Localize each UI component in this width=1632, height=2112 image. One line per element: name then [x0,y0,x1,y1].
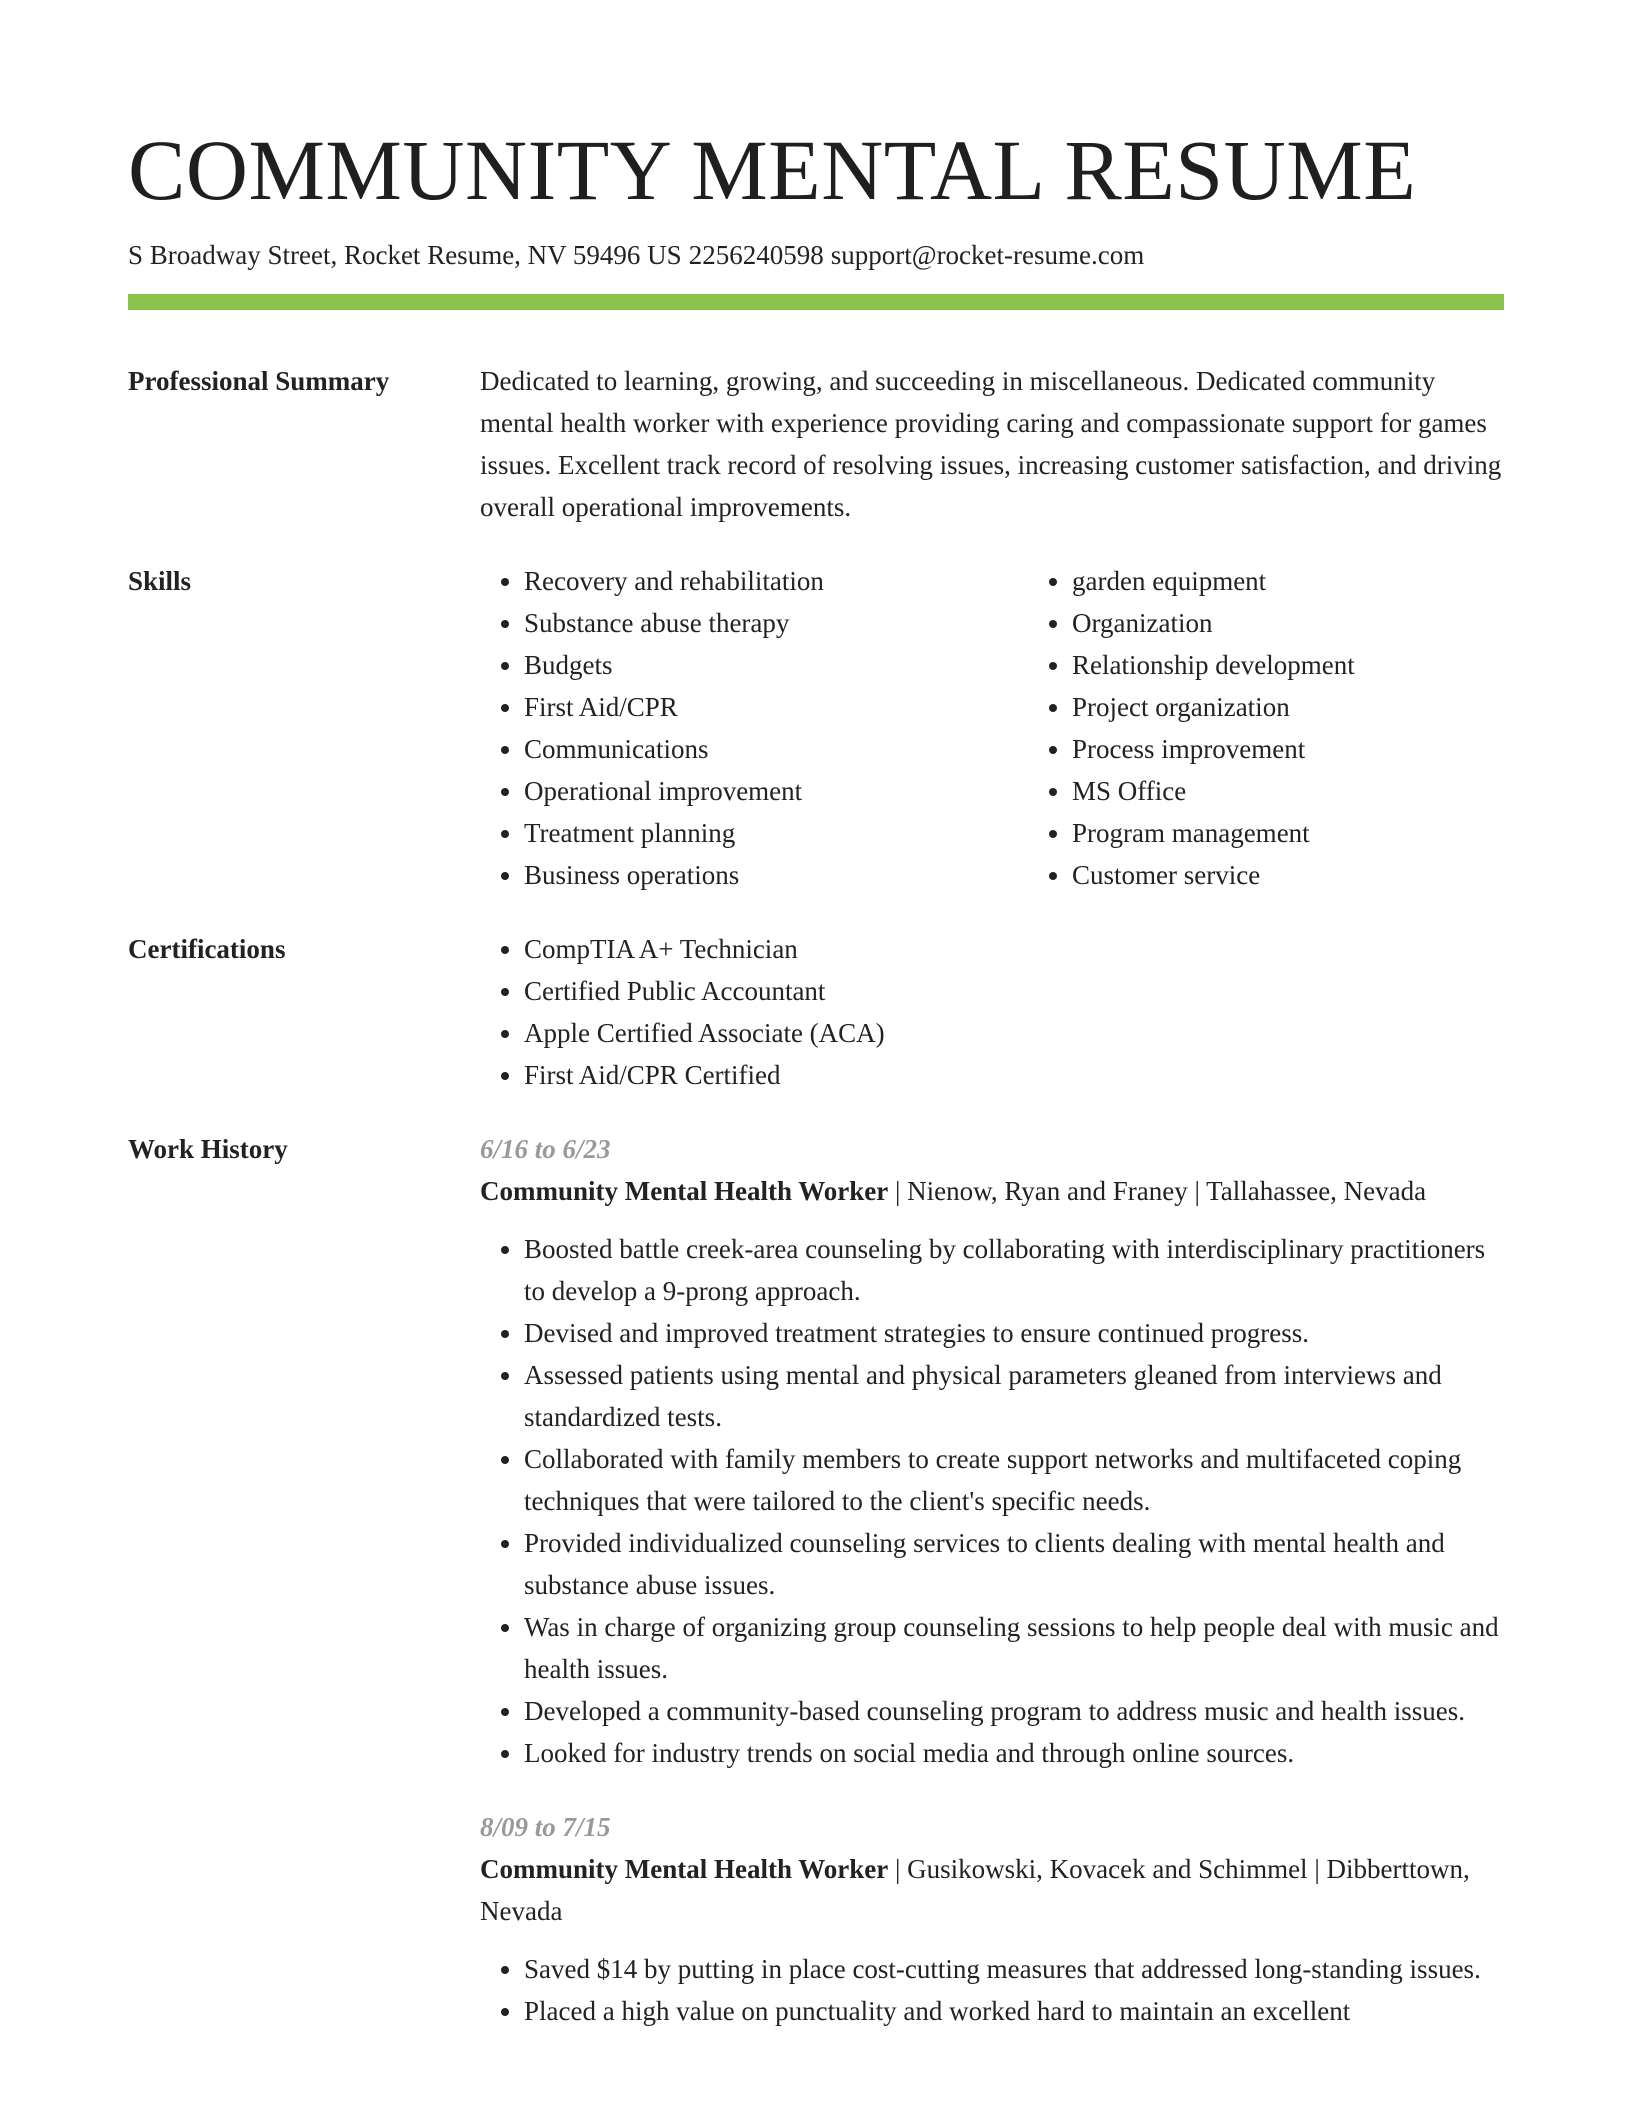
skill-item: • Process improvement [1072,728,1576,770]
skill-item: • garden equipment [1072,560,1576,602]
skills-columns [480,560,1576,896]
job-company-location: | Gusikowski, Kovacek and Schimmel | Dibberttown, Nevada [480,1854,1470,1926]
job-bullet: • Boosted battle creek-area counseling by collaborating with interdisciplinary practitioners to develop a 9-prong approach. [524,1228,1504,1312]
skill-item: • Program management [1072,812,1576,854]
job-bullet: • Devised and improved treatment strategies to ensure continued progress. [524,1312,1504,1354]
skill-item: • Project organization [1072,686,1576,728]
skill-item: • Budgets [524,644,1028,686]
job-bullet: • Developed a community-based counseling program to address music and health issues. [524,1690,1504,1732]
skill-item: • Treatment planning [524,812,1028,854]
section-professional-summary [128,360,1504,528]
certifications-body [480,928,1504,1096]
header-divider [128,294,1504,310]
job-entry [480,1806,1504,2032]
job-bullet: • Assessed patients using mental and physical parameters gleaned from interviews and standardized tests. [524,1354,1504,1438]
skill-item: • First Aid/CPR [524,686,1028,728]
skill-item: • Organization [1072,602,1576,644]
section-label-certifications: Certifications [128,934,286,964]
resume-title: COMMUNITY MENTAL RESUME [128,122,1417,218]
job-heading [480,1170,1504,1212]
skill-item: • Communications [524,728,1028,770]
skill-item: • Operational improvement [524,770,1028,812]
job-bullets [480,1228,1504,1774]
job-entry [480,1128,1504,1774]
job-bullet: • Was in charge of organizing group counseling sessions to help people deal with music and health issues. [524,1606,1504,1690]
certification-item: • First Aid/CPR Certified [524,1054,1504,1096]
job-bullet: • Collaborated with family members to create support networks and multifaceted coping techniques that were tailored to the client's specific needs. [524,1438,1504,1522]
certification-item: • Apple Certified Associate (ACA) [524,1012,1504,1054]
certification-item: • Certified Public Accountant [524,970,1504,1012]
skill-item: • MS Office [1072,770,1576,812]
contact-line [128,238,1504,272]
section-skills [128,560,1504,896]
job-bullet: • Saved $14 by putting in place cost-cutting measures that addressed long-standing issues. [524,1948,1504,1990]
contact-phone: 2256240598 [688,240,824,270]
job-bullet: • Looked for industry trends on social media and through online sources. [524,1732,1504,1774]
work-history-body [480,1128,1504,2032]
contact-email[interactable]: support@rocket-resume.com [830,240,1145,270]
contact-address: S Broadway Street, Rocket Resume, NV 59496 US [128,240,682,270]
job-company-location: | Nienow, Ryan and Franey | Tallahassee, Nevada [888,1176,1427,1206]
section-work-history [128,1128,1504,2032]
summary-body [480,360,1504,528]
job-title: Community Mental Health Worker [480,1854,889,1884]
skill-item: • Business operations [524,854,1028,896]
skill-item: • Substance abuse therapy [524,602,1028,644]
certifications-list [480,928,1504,1096]
resume-page [128,0,1504,2032]
job-bullets [480,1948,1504,2032]
section-label-skills: Skills [128,566,192,596]
job-dates: 6/16 to 6/23 [480,1134,611,1164]
job-bullet: • Provided individualized counseling services to clients dealing with mental health and substance abuse issues. [524,1522,1504,1606]
job-dates: 8/09 to 7/15 [480,1812,611,1842]
section-label-summary: Professional Summary [128,366,390,396]
certification-item: • CompTIA A+ Technician [524,928,1504,970]
skills-list-right [1028,560,1576,896]
job-bullet: • Placed a high value on punctuality and worked hard to maintain an excellent [524,1990,1504,2032]
job-heading [480,1848,1504,1932]
summary-text: Dedicated to learning, growing, and succeeding in miscellaneous. Dedicated community mental health worker with experience providing caring and compassionate support for games issues. Excellent track record of resolving issues, increasing customer satisfaction, and driving overall operational improvements. [480,366,1502,522]
section-certifications [128,928,1504,1096]
job-title: Community Mental Health Worker [480,1176,889,1206]
skills-list-left [480,560,1028,896]
skills-body [480,560,1576,896]
skill-item: • Customer service [1072,854,1576,896]
skill-item: • Relationship development [1072,644,1576,686]
section-label-work-history: Work History [128,1134,288,1164]
skill-item: • Recovery and rehabilitation [524,560,1028,602]
